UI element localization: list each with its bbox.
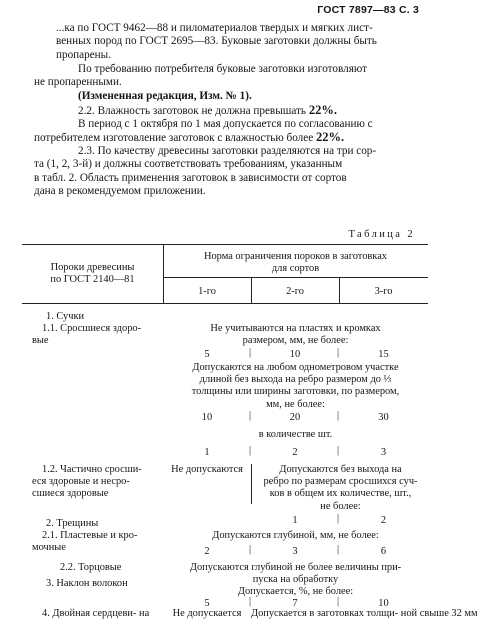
- table-title: Таблица 2: [348, 229, 415, 240]
- header-line: Пороки древесины: [50, 262, 135, 273]
- face-note: Допускаются глубиной, мм, не более:: [212, 530, 379, 541]
- text-line: пропарены.: [56, 48, 111, 61]
- table-top-rule: [22, 244, 428, 245]
- partial-allowed-note: [253, 464, 428, 513]
- text-line: та (1, 2, 3-й) и должны соответствовать требованиям, указанным: [34, 158, 343, 171]
- column-separator: |: [249, 347, 252, 358]
- face-grade2-value: 3: [292, 546, 298, 557]
- end-note: [163, 562, 428, 586]
- paragraph-moisture: [56, 104, 420, 118]
- row-cracks: 2. Трещины: [46, 518, 99, 529]
- note-line: Допускаются без выхода на: [279, 464, 402, 475]
- column-header-grade1: 1-го: [198, 286, 216, 297]
- qty-grade2-value: 2: [292, 447, 298, 458]
- column-separator: |: [337, 347, 340, 358]
- row-label-line: 4. Двойная сердцеви-: [42, 608, 137, 619]
- note-line: размером, мм, не более:: [242, 335, 349, 347]
- qty-grade3-value: 3: [380, 447, 387, 458]
- note-line: длиной без выхода на ребро размером до ⅓: [199, 374, 392, 386]
- size-grade1-value: 10: [201, 412, 213, 423]
- row-label-line: 2.1. Пластевые и кро-: [42, 530, 138, 541]
- column-separator: |: [337, 445, 340, 456]
- cell-divider: [251, 464, 252, 504]
- slope-grade3-value: 10: [378, 598, 389, 609]
- pith-allowed-note: [251, 608, 478, 620]
- fused-note: [163, 323, 428, 347]
- row-label-line: на: [139, 608, 150, 619]
- row-fused-knots: [32, 323, 142, 347]
- partial-grade3-value: 2: [380, 515, 387, 526]
- paragraph-unsteamed: [34, 63, 420, 90]
- note-line: ков в общем их количестве, шт.,: [269, 488, 412, 500]
- text-line: В период с 1 октября по 1 мая допускается по согласованию с: [78, 118, 373, 130]
- moisture-value: 22%.: [308, 103, 337, 117]
- row-end-cracks: 2.2. Торцовые: [60, 562, 122, 573]
- note-line: Допускаются глубиной не более величины при-: [189, 562, 402, 573]
- column-separator: |: [337, 596, 340, 607]
- slope-grade1-value: 5: [204, 598, 210, 609]
- note-line: пуска на обработку: [252, 574, 339, 586]
- row-knots: 1. Сучки: [46, 311, 85, 322]
- row-face-cracks: [32, 530, 138, 554]
- note-line: ной свыше 32 мм: [400, 608, 478, 619]
- column-header-grade2: 2-го: [286, 286, 304, 297]
- column-separator: |: [337, 544, 340, 555]
- text-line: венных пород по ГОСТ 2695—83. Буковые заготовки должны быть: [56, 35, 377, 48]
- partial-grade2-value: 1: [292, 515, 298, 526]
- column-separator: |: [337, 410, 340, 421]
- text-line: не пропаренными.: [34, 76, 122, 89]
- note-line: Допускаются на любом однометровом участке: [192, 362, 399, 373]
- header-line: для сортов: [271, 263, 320, 275]
- column-header-grade3: 3-го: [374, 286, 393, 297]
- column-separator: |: [249, 410, 252, 421]
- row-label-line: еся здоровые и несро-: [32, 476, 130, 488]
- row-label-line: сшиеся здоровые: [32, 488, 109, 500]
- page-header: ГОСТ 7897—83 С. 3: [317, 4, 419, 16]
- column-separator: |: [337, 513, 340, 524]
- note-line: Не учитываются на пластях и кромках: [210, 323, 381, 334]
- row-label-line: 1.2. Частично сросши-: [42, 464, 142, 475]
- header-line: Норма ограничения пороков в заготовках: [203, 251, 388, 262]
- row-label-line: мочные: [32, 542, 66, 554]
- pith-grade1-na: Не допускается: [172, 608, 242, 619]
- text-line: 2.3. По качеству древесины заготовки разделяются на три сор-: [78, 145, 377, 157]
- row-label-line: 1.1. Сросшиеся здоро-: [42, 323, 142, 334]
- partial-grade1-na: Не допускаются: [171, 464, 243, 475]
- size-grade2-value: 20: [289, 412, 301, 423]
- header-inner-rule: [163, 277, 428, 278]
- paragraph-grades: [34, 145, 420, 199]
- column-separator: |: [249, 445, 252, 456]
- note-line: не более:: [320, 500, 361, 512]
- slope-note: Допускается, %, не более:: [237, 586, 354, 597]
- note-line: ребро по размерам сросшихся суч-: [263, 476, 418, 488]
- fused-grade3-value: 15: [378, 349, 389, 360]
- text-line: в табл. 2. Область применения заготовок в зависимости от сортов: [34, 171, 347, 184]
- face-grade3-value: 6: [380, 546, 387, 557]
- note-line: мм, не более:: [266, 398, 325, 410]
- allowed-note: [163, 362, 428, 411]
- row-partial-knots: [32, 464, 142, 501]
- fused-grade2-value: 10: [289, 349, 301, 360]
- qty-grade1-value: 1: [204, 447, 210, 458]
- amendment-note: (Измененная редакция, Изм. № 1).: [78, 90, 252, 102]
- moisture-value: 22%.: [316, 130, 345, 145]
- text-line: ...ка по ГОСТ 9462—88 и пиломатериалов твердых и мягких лист-: [56, 22, 373, 34]
- column-separator: |: [249, 544, 252, 555]
- row-double-pith: [42, 608, 149, 620]
- row-slope: 3. Наклон волокон: [46, 578, 128, 589]
- text-line: дана в рекомендуемом приложении.: [34, 185, 206, 198]
- qty-label: в количестве шт.: [258, 429, 333, 440]
- column-separator: |: [249, 596, 252, 607]
- slope-grade2-value: 7: [292, 598, 298, 609]
- paragraph-season: [34, 118, 420, 146]
- note-line: толщины или ширины заготовки, по размером,: [191, 386, 400, 398]
- text-line: По требованию потребителя буковые заготовки изготовляют: [78, 63, 367, 75]
- note-line: Допускается в заготовках толщи-: [251, 608, 399, 619]
- paragraph-materials: [56, 22, 420, 62]
- row-label-line: вые: [32, 335, 49, 347]
- column-header-defects: [22, 262, 163, 286]
- size-grade3-value: 30: [378, 412, 389, 423]
- fused-grade1-value: 5: [204, 349, 210, 360]
- header-line: по ГОСТ 2140—81: [50, 274, 135, 286]
- column-header-norm: [163, 251, 428, 275]
- text-line: потребителем изготовление заготовок с влажностью более: [34, 132, 316, 145]
- header-bottom-rule: [22, 303, 428, 304]
- face-grade1-value: 2: [204, 546, 210, 557]
- text-line: 2.2. Влажность заготовок не должна превышать: [78, 105, 309, 117]
